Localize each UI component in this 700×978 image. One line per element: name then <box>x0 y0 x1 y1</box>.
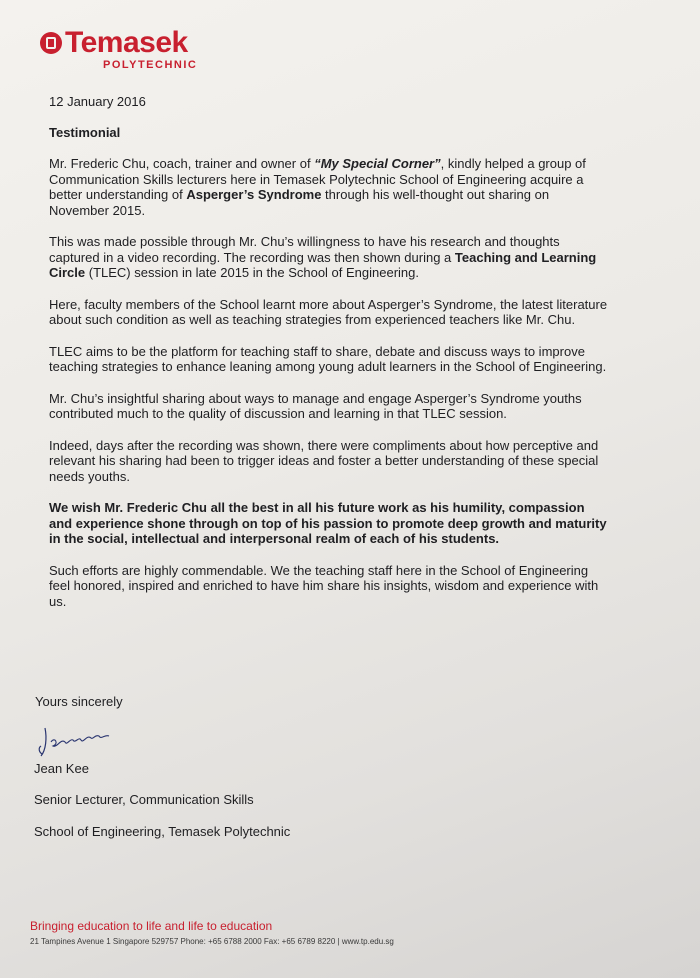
paragraph-8: Such efforts are highly commendable. We the teaching staff here in the School of Engineering feel honored, inspired and enriched to have him share his insights, wisdom and experience with us. <box>49 562 599 609</box>
footer-tagline: Bringing education to life and life to education <box>30 919 273 933</box>
signatory-title: Senior Lecturer, Communication Skills <box>34 792 254 807</box>
paragraph-1 <box>49 156 609 218</box>
paragraph-4: TLEC aims to be the platform for teaching staff to share, debate and discuss ways to improve teaching strategies to enhance leaning among young adult learners in the School of Engineering. <box>49 343 607 374</box>
p2-text-c: (TLEC) session in late 2015 in the School of Engineering. <box>85 265 420 280</box>
p2-text-a: This was made possible through Mr. Chu’s willingness to have his research and thoughts captured in a video recording. The recording was then shown during a <box>49 234 560 265</box>
paragraph-7 <box>49 500 609 547</box>
p1-text-e: through his well-thought out sharing on November 2015. <box>49 187 550 218</box>
p2-tlec-name: Teaching and Learning Circle <box>49 249 597 280</box>
letter-footer <box>30 919 394 946</box>
signatory-organisation: School of Engineering, Temasek Polytechnic <box>34 824 291 839</box>
p1-company-name: “My Special Corner” <box>314 156 441 171</box>
paragraph-5: Mr. Chu’s insightful sharing about ways to manage and engage Asperger’s Syndrome youths contributed much to the quality of discussion and learning in that TLEC session. <box>49 390 582 421</box>
handwritten-signature <box>37 720 127 760</box>
letter-heading: Testimonial <box>49 124 121 140</box>
temasek-logo <box>40 28 197 71</box>
p1-syndrome: Asperger’s Syndrome <box>186 187 322 202</box>
p1-text-c: , kindly helped a group of Communication Skills lecturers here in Temasek Polytechnic School of Engineering acquire a better understanding of <box>49 156 586 202</box>
paragraph-2 <box>49 234 609 281</box>
temasek-emblem-icon <box>40 32 62 54</box>
logo-name: Temasek <box>65 26 188 59</box>
letter-date: 12 January 2016 <box>49 94 146 109</box>
paragraph-3: Here, faculty members of the School learnt more about Asperger’s Syndrome, the latest literature about such condition as well as teaching strategies from experienced teachers like Mr. Chu. <box>49 296 608 327</box>
logo-subtitle: POLYTECHNIC <box>103 59 198 71</box>
signatory-name: Jean Kee <box>34 761 89 776</box>
p7-bold-text: We wish Mr. Frederic Chu all the best in all his future work as his humility, compassion and experience shone through on top of his passion to promote deep growth and maturity in the social, intellectual and interpersonal realm of each of his students. <box>49 500 607 546</box>
p1-text-a: Mr. Frederic Chu, coach, trainer and owner of <box>49 156 315 171</box>
letter-body <box>49 94 609 625</box>
footer-address: 21 Tampines Avenue 1 Singapore 529757 Phone: +65 6788 2000 Fax: +65 6789 8220 | www.tp.edu.sg <box>30 937 394 946</box>
closing: Yours sincerely <box>35 694 123 709</box>
paragraph-6: Indeed, days after the recording was shown, there were compliments about how perceptive and relevant his sharing had been to trigger ideas and foster a better understanding of these special needs youths. <box>49 437 599 484</box>
